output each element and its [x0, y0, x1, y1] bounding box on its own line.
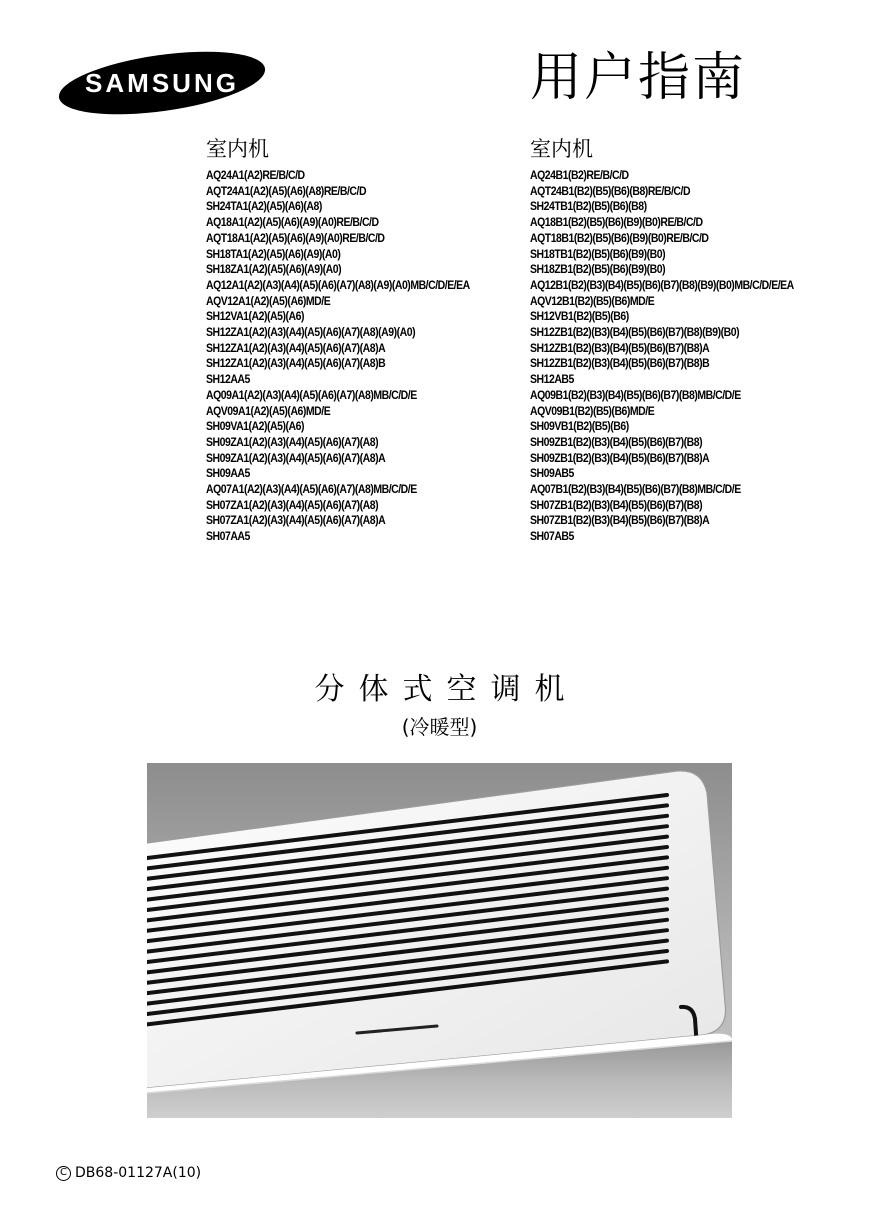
model-number: SH12ZB1(B2)(B3)(B4)(B5)(B6)(B7)(B8)(B9)(B0) — [530, 325, 740, 340]
model-number: AQT24B1(B2)(B5)(B6)(B8)RE/B/C/D — [530, 183, 691, 198]
model-number: SH18TA1(A2)(A5)(A6)(A9)(A0) — [206, 246, 341, 261]
model-number: AQ24B1(B2)RE/B/C/D — [530, 168, 629, 182]
model-number: SH12VB1(B2)(B5)(B6) — [530, 309, 629, 324]
model-number: SH07AB5 — [530, 529, 574, 544]
model-number: AQV12B1(B2)(B5)(B6)MD/E — [530, 293, 655, 308]
model-number: AQ24A1(A2)RE/B/C/D — [206, 168, 305, 182]
model-number: SH09ZA1(A2)(A3)(A4)(A5)(A6)(A7)(A8) — [206, 434, 379, 449]
model-number: AQV09A1(A2)(A5)(A6)MD/E — [206, 403, 331, 418]
model-number: AQ18B1(B2)(B5)(B6)(B9)(B0)RE/B/C/D — [530, 215, 703, 230]
model-number: AQT18A1(A2)(A5)(A6)(A9)(A0)RE/B/C/D — [206, 230, 385, 245]
model-number: SH07ZA1(A2)(A3)(A4)(A5)(A6)(A7)(A8) — [206, 497, 379, 512]
model-number: AQ12A1(A2)(A3)(A4)(A5)(A6)(A7)(A8)(A9)(A0)MB/C/D/E/EA — [206, 277, 470, 292]
model-number: SH12ZB1(B2)(B3)(B4)(B5)(B6)(B7)(B8)A — [530, 340, 710, 355]
model-number: SH09ZB1(B2)(B3)(B4)(B5)(B6)(B7)(B8) — [530, 434, 703, 449]
model-number: SH07ZB1(B2)(B3)(B4)(B5)(B6)(B7)(B8)A — [530, 513, 710, 528]
model-number: SH12ZB1(B2)(B3)(B4)(B5)(B6)(B7)(B8)B — [530, 356, 710, 371]
model-number: AQV12A1(A2)(A5)(A6)MD/E — [206, 293, 331, 308]
model-number: SH12AA5 — [206, 372, 250, 387]
model-number: SH12VA1(A2)(A5)(A6) — [206, 309, 304, 324]
model-number: AQ07B1(B2)(B3)(B4)(B5)(B6)(B7)(B8)MB/C/D/E — [530, 482, 741, 497]
model-number: AQT24A1(A2)(A5)(A6)(A8)RE/B/C/D — [206, 183, 367, 198]
document-code: DB68-01127A(10) — [75, 1165, 202, 1181]
copyright-icon: C — [56, 1166, 71, 1181]
model-number: SH07AA5 — [206, 529, 250, 544]
model-number: SH24TA1(A2)(A5)(A6)(A8) — [206, 199, 322, 214]
model-number: SH09ZB1(B2)(B3)(B4)(B5)(B6)(B7)(B8)A — [530, 450, 710, 465]
model-number: SH12ZA1(A2)(A3)(A4)(A5)(A6)(A7)(A8)(A9)(A0) — [206, 325, 416, 340]
model-number: AQT18B1(B2)(B5)(B6)(B9)(B0)RE/B/C/D — [530, 230, 709, 245]
model-number: SH12ZA1(A2)(A3)(A4)(A5)(A6)(A7)(A8)B — [206, 356, 386, 371]
model-number: SH24TB1(B2)(B5)(B6)(B8) — [530, 199, 647, 214]
model-number: SH09VA1(A2)(A5)(A6) — [206, 419, 304, 434]
document-title: 用户指南 — [530, 48, 747, 108]
product-name: 分体式空调机 — [314, 672, 579, 707]
model-number: SH09AB5 — [530, 466, 574, 481]
model-number: SH09AA5 — [206, 466, 250, 481]
model-list — [530, 168, 870, 545]
model-list — [206, 168, 536, 545]
footer — [56, 1162, 201, 1184]
product-type: (冷暖型) — [401, 715, 478, 739]
model-number: AQ09B1(B2)(B3)(B4)(B5)(B6)(B7)(B8)MB/C/D/E — [530, 387, 741, 402]
indoor-model-column-left — [206, 134, 536, 545]
air-conditioner-illustration — [147, 763, 732, 1118]
model-number: SH07ZB1(B2)(B3)(B4)(B5)(B6)(B7)(B8) — [530, 497, 703, 512]
model-number: AQ18A1(A2)(A5)(A6)(A9)(A0)RE/B/C/D — [206, 215, 379, 230]
model-number: SH18ZB1(B2)(B5)(B6)(B9)(B0) — [530, 262, 666, 277]
model-number: SH18ZA1(A2)(A5)(A6)(A9)(A0) — [206, 262, 342, 277]
samsung-logo-graphic — [56, 50, 268, 116]
svg-text:SAMSUNG: SAMSUNG — [85, 68, 239, 98]
model-number: SH12ZA1(A2)(A3)(A4)(A5)(A6)(A7)(A8)A — [206, 340, 386, 355]
model-number: SH12AB5 — [530, 372, 574, 387]
model-number: SH09VB1(B2)(B5)(B6) — [530, 419, 629, 434]
model-number: AQ07A1(A2)(A3)(A4)(A5)(A6)(A7)(A8)MB/C/D/E — [206, 482, 417, 497]
column-heading-indoor-unit: 室内机 — [206, 137, 269, 161]
air-conditioner-graphic — [147, 763, 732, 1118]
model-number: AQV09B1(B2)(B5)(B6)MD/E — [530, 403, 655, 418]
model-number: SH07ZA1(A2)(A3)(A4)(A5)(A6)(A7)(A8)A — [206, 513, 386, 528]
indoor-model-column-right — [530, 134, 870, 545]
samsung-logo — [56, 50, 268, 116]
model-number: SH09ZA1(A2)(A3)(A4)(A5)(A6)(A7)(A8)A — [206, 450, 386, 465]
model-number: AQ12B1(B2)(B3)(B4)(B5)(B6)(B7)(B8)(B9)(B0)MB/C/D/E/EA — [530, 277, 794, 292]
model-number: SH18TB1(B2)(B5)(B6)(B9)(B0) — [530, 246, 666, 261]
column-heading-indoor-unit: 室内机 — [530, 137, 593, 161]
model-number: AQ09A1(A2)(A3)(A4)(A5)(A6)(A7)(A8)MB/C/D/E — [206, 387, 417, 402]
